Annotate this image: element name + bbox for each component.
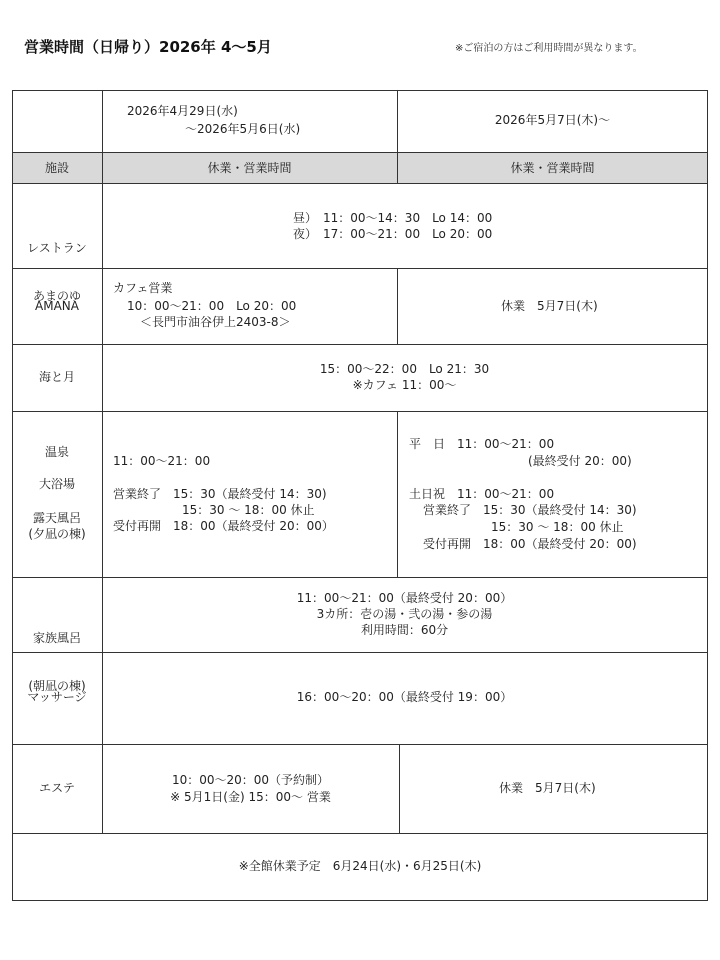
restaurant-lunch: 昼） 11：00〜14：30 Lo 14：00	[293, 211, 493, 225]
facility-onsen-1: 温泉	[44, 445, 69, 459]
onsen-p2-holiday: 土日祝 11：00〜21：00	[409, 487, 555, 501]
onsen-p2-weekday-last: (最終受付 20：00)	[528, 454, 632, 468]
family-bath-duration: 利用時間：60分	[360, 623, 449, 637]
esthe-closed: 休業 5月7日(木)	[499, 781, 596, 795]
closure-notice: ※全館休業予定 6月24日(水)・6月25日(木)	[238, 859, 482, 873]
onsen-p1-reopen: 受付再開 18：00（最終受付 20：00）	[113, 519, 334, 533]
onsen-p2-weekday: 平 日 11：00〜21：00	[409, 437, 555, 451]
onsen-p2-pause: 15：30 〜 18：00 休止	[491, 520, 624, 534]
facility-onsen-4: (夕凪の棟)	[28, 527, 86, 541]
umitotsuki-hours: 15：00〜22：00 Lo 21：30	[319, 362, 490, 376]
facility-esthe: エステ	[39, 781, 75, 795]
esthe-special: ※ 5月1日(金) 15：00〜 営業	[170, 790, 331, 804]
restaurant-dinner: 夜） 17：00〜21：00 Lo 20：00	[293, 227, 493, 241]
facility-onsen-3: 露天風呂	[32, 511, 81, 525]
facility-restaurant: レストラン あまのゆ	[27, 241, 87, 303]
facility-amana: AMANA	[35, 299, 79, 313]
col-hours1-header: 休業・営業時間	[207, 161, 292, 175]
massage-hours: 16：00〜20：00（最終受付 19：00）	[296, 690, 513, 704]
amana-address: ＜長門市油谷伊上2403-8＞	[140, 315, 291, 329]
amana-closed: 休業 5月7日(木)	[501, 299, 598, 313]
onsen-p1-hours: 11：00〜21：00	[113, 454, 211, 468]
amana-cafe-label: カフェ営業	[113, 281, 173, 295]
onsen-p2-reopen: 受付再開 18：00（最終受付 20：00)	[423, 537, 637, 551]
onsen-p1-pause: 15：30 〜 18：00 休止	[182, 503, 315, 517]
esthe-hours: 10：00〜20：00（予約制）	[171, 773, 330, 787]
onsen-p2-close: 営業終了 15：30（最終受付 14：30)	[423, 503, 637, 517]
period1-end: 〜2026年5月6日(水)	[185, 122, 301, 136]
amana-cafe-hours: 10：00〜21：00 Lo 20：00	[127, 299, 297, 313]
facility-onsen-2: 大浴場	[38, 477, 75, 491]
facility-family-bath: 家族風呂 (朝凪の棟)	[28, 631, 86, 693]
onsen-p1-close: 営業終了 15：30（最終受付 14：30)	[113, 487, 327, 501]
page-title: 営業時間（日帰り）2026年 4〜5月	[24, 38, 272, 56]
period1-start: 2026年4月29日(水)	[127, 104, 238, 118]
umitotsuki-cafe: ※カフェ 11：00〜	[352, 378, 457, 392]
facility-umitotsuki: 海と月	[38, 370, 75, 384]
guest-note: ※ご宿泊の方はご利用時間が異なります。	[455, 43, 643, 54]
family-bath-rooms: 3カ所：壱の湯・弐の湯・参の湯	[316, 607, 493, 621]
col-hours2-header: 休業・営業時間	[510, 161, 595, 175]
facility-massage: マッサージ	[27, 690, 87, 704]
col-facility-header: 施設	[44, 161, 69, 175]
family-bath-hours: 11：00〜21：00（最終受付 20：00）	[296, 591, 513, 605]
period2-start: 2026年5月7日(木)〜	[494, 113, 611, 127]
